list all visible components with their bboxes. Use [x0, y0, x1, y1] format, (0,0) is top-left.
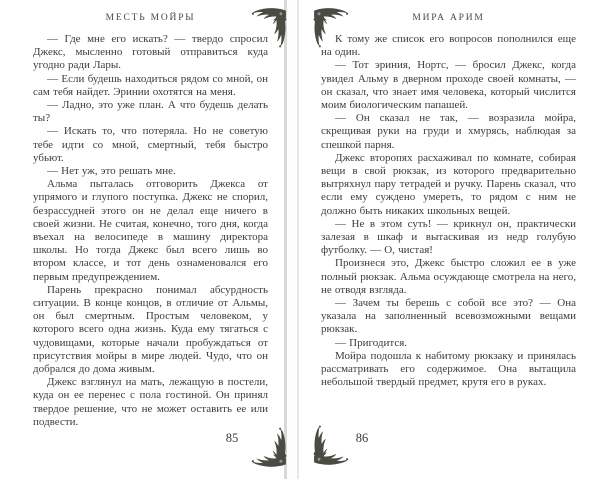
paragraph: — Не в этом суть! — крикнул он, практически залезая в шкаф и вытаскивая из недр голубую футболку. — О, чистая! [321, 217, 576, 257]
page-number-left: 85 [225, 431, 239, 445]
page-gutter [287, 0, 297, 479]
paragraph: Парень прекрасно понимал абсурдность ситуации. В конце концов, в отличие от Альмы, он был смертным. Простым человеком, у которого всего одна жизнь. Куда ему тягаться с чудовищами, которые начали пробуждаться от присутствия мойры в мире людей. Чудо, что он добрался до дома живым. [33, 283, 268, 376]
paragraph: — Пригодится. [335, 336, 408, 349]
paragraph: Мойра подошла к набитому рюкзаку и принялась рассматривать его содержимое. Она вытащила небольшой твердый предмет, крутя его в руках. [321, 349, 576, 389]
paragraph: К тому же список его вопросов пополнился еще на один. [321, 33, 576, 59]
paragraph: Джекс второпях расхаживал по комнате, собирая вещи в свой рюкзак, из которого предварительно вытряхнул пару тетрадей и ручку. Парень сказал, что если ему суждено умереть, то рядом с ним не должно быть никаких школьных вещей. [321, 151, 576, 217]
corner-flourish-icon [312, 6, 349, 48]
page-number-right: 86 [355, 431, 369, 445]
paragraph: Произнеся это, Джекс быстро сложил ее в уже полный рюкзак. Альма осуждающе смотрела на него, не отводя взгляда. [321, 257, 576, 296]
page-text-left [33, 33, 268, 429]
paragraph: Альма пыталась отговорить Джекса от упрямого и глупого поступка. Джекс не спорил, безрассудней этого он не делал еще ничего в своей жизни. Не считая, конечно, того дня, когда въехал на велосипеде в машину директора школы. Но тогда Джекс был всего лишь во втором классе, и тот день ознаменовался его первым предупреждением. [33, 178, 268, 283]
page-left [0, 0, 287, 479]
paragraph: — Зачем ты берешь с собой все это? — Она указала на заполненный всевозможными вещами рюкзак. [321, 297, 576, 336]
corner-flourish-icon [312, 425, 349, 467]
corner-flourish-icon [251, 6, 288, 48]
paragraph: — Искать то, что потеряла. Но не советую тебе идти со мной, смертный, тебя быстро убьют. [33, 125, 268, 164]
paragraph: — Где мне его искать? — твердо спросил Джекс, мысленно готовый отправиться куда угодно ради Лары. [33, 33, 268, 72]
paragraph: Джекс взглянул на мать, лежащую в постели, куда он ее перенес с пола гостиной. Он принял твердое решение, что не может оставить ее или подвести. [33, 376, 268, 428]
paragraph: — Если будешь находиться рядом со мной, он сам тебя найдет. Эринии охотятся на меня. [33, 72, 268, 98]
page-right [297, 0, 600, 479]
page-text-right [321, 33, 576, 389]
paragraph: — Ладно, это уже план. А что будешь делать ты? [33, 99, 268, 125]
running-header-right: МИРА АРИМ [412, 13, 485, 23]
running-header-left: МЕСТЬ МОЙРЫ [105, 13, 196, 23]
paragraph: — Он сказал не так, — возразила мойра, скрещивая руки на груди и хмурясь, наблюдая за спешкой парня. [321, 112, 576, 151]
corner-flourish-icon [251, 427, 288, 469]
paragraph: — Нет уж, это решать мне. [47, 165, 176, 178]
paragraph: — Тот эриния, Нортс, — бросил Джекс, когда увидел Альму в дверном проходе своей комнаты, — он сказал, что знает имя человека, который числится моим биологическим папашей. [321, 59, 576, 112]
